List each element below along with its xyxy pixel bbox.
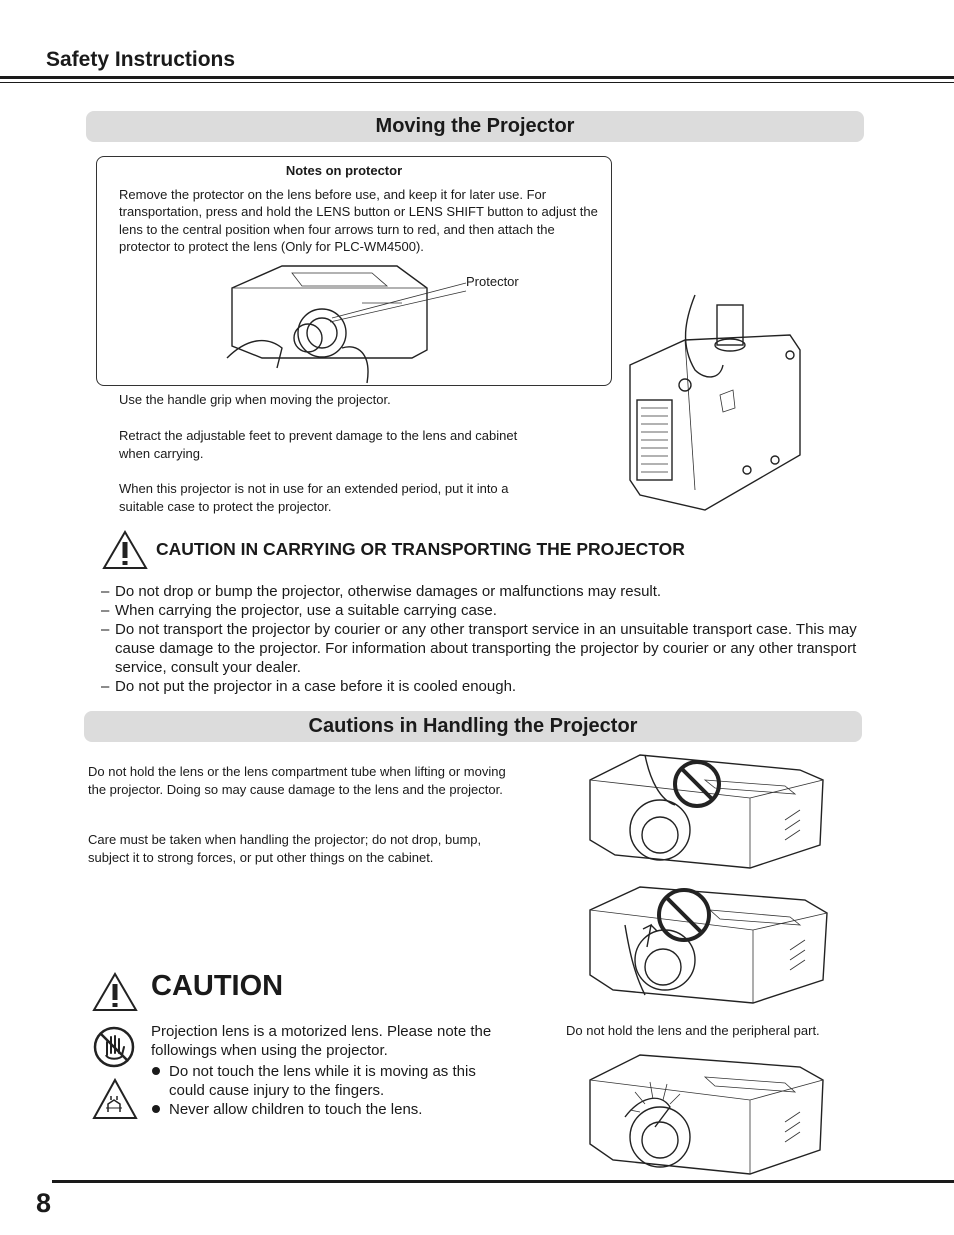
caution-intro: Projection lens is a motorized lens. Please note the followings when using the projector. — [151, 1023, 492, 1059]
carried-projector-illustration — [625, 290, 805, 512]
tip-handle: Use the handle grip when moving the projector. — [119, 392, 391, 407]
no-touch-hand-icon — [92, 1025, 136, 1069]
caution-title: CAUTION — [151, 970, 284, 1002]
tip-feet: Retract the adjustable feet to prevent damage to the lens and cabinet when carrying. — [119, 428, 518, 461]
list-item: – When carrying the projector, use a suitable carrying case. — [101, 602, 497, 619]
notes-body: Remove the protector on the lens before use, and keep it for later use. For transportation, press and hold the LENS button or LENS SHIFT button to adjust the lens to the central position when four arrows turn to red, and then attach the protector to protect the lens (Only for PLC-WM4500). — [119, 187, 598, 254]
carrying-list — [101, 582, 861, 696]
list-item: – Do not put the projector in a case before it is cooled enough. — [101, 678, 517, 695]
protector-leader-line — [0, 0, 954, 400]
carrying-caution-title: CAUTION IN CARRYING OR TRANSPORTING THE PROJECTOR — [156, 539, 685, 559]
footer-rule — [52, 1180, 954, 1183]
handling-section-title: Cautions in Handling the Projector — [84, 711, 862, 742]
warning-triangle-icon — [102, 530, 148, 570]
page-number: 8 — [36, 1188, 52, 1218]
figure-caption: Do not hold the lens and the peripheral part. — [566, 1023, 820, 1038]
protector-label: Protector — [466, 274, 519, 289]
list-item: Do not touch the lens while it is moving as this could cause injury to the fingers. — [151, 1062, 511, 1100]
caution-warning-triangle-icon — [92, 972, 138, 1012]
pinch-hazard-icon — [92, 1078, 138, 1120]
caution-bullets — [151, 1062, 511, 1119]
projector-lens-lift-illustration — [585, 885, 830, 1005]
handling-para-1: Do not hold the lens or the lens compartment tube when lifting or moving the projector. Doing so may cause damage to the lens and the projector. — [88, 764, 506, 797]
projector-lens-pinch-illustration — [585, 1052, 825, 1177]
moving-section-title: Moving the Projector — [86, 111, 864, 142]
projector-lens-grab-illustration — [585, 750, 825, 870]
section-header: Safety Instructions — [46, 48, 236, 71]
list-item: – Do not drop or bump the projector, otherwise damages or malfunctions may result. — [101, 583, 662, 600]
list-item: – Do not transport the projector by courier or any other transport service in an unsuitable transport case. This may cause damage to the projector. For information about transporting the projector by courier or any other transport service, consult your dealer. — [101, 621, 857, 676]
notes-title: Notes on protector — [285, 163, 403, 178]
tip-case: When this projector is not in use for an extended period, put it into a suitable case to protect the projector. — [119, 481, 509, 514]
list-item: Never allow children to touch the lens. — [151, 1100, 511, 1119]
handling-para-2: Care must be taken when handling the projector; do not drop, bump, subject it to strong forces, or put other things on the cabinet. — [88, 832, 482, 865]
